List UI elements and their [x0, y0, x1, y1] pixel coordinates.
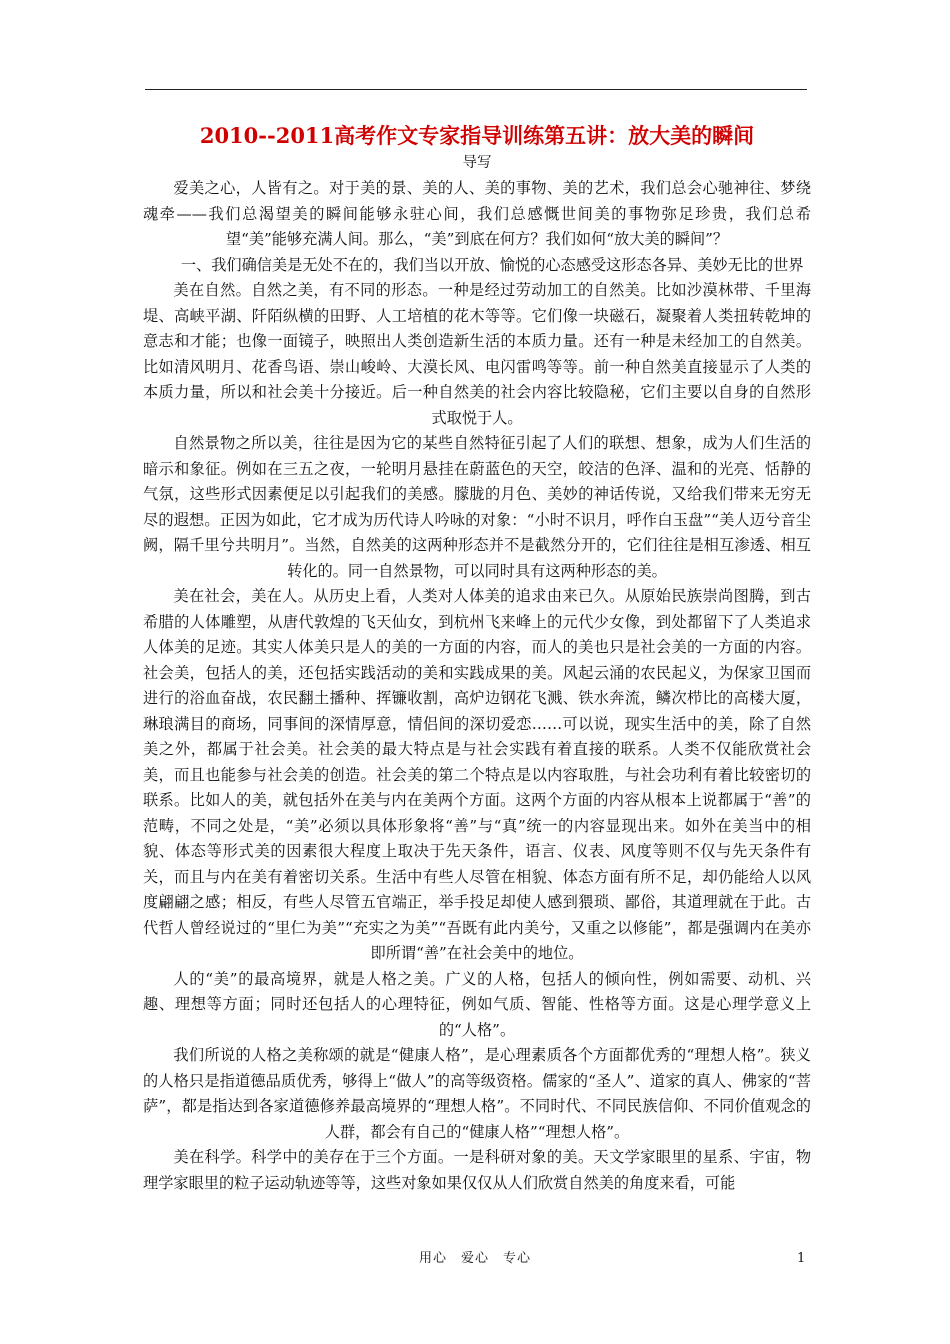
document-body: [143, 122, 811, 1196]
paragraph-nature-scenery: 自然景物之所以美，往往是因为它的某些自然特征引起了人们的联想、想象，成为人们生活的暗示和象征。例如在三五之夜，一轮明月悬挂在蔚蓝色的天空，皎洁的色泽、温和的光亮、恬静的气氛，这些形式因素便足以引起我们的美感。朦胧的月色、美妙的神话传说，又给我们带来无穷无尽的遐想。正因为如此，它才成为历代诗人吟咏的对象：“小时不识月，呼作白玉盘”“美人迈兮音尘阙，隔千里兮共明月”。当然，自然美的这两种形态并不是截然分开的，它们往往是相互渗透、相互转化的。同一自然景物，可以同时具有这两种形态的美。: [143, 434, 811, 580]
header-rule: [145, 89, 807, 90]
paragraph-intro: 爱美之心，人皆有之。对于美的景、美的人、美的事物、美的艺术，我们总会心驰神往、梦绕魂牵——我们总渴望美的瞬间能够永驻心间，我们总感慨世间美的事物弥足珍贵，我们总希望“美”能够充满人间。那么，“美”到底在何方？我们如何“放大美的瞬间”？: [143, 179, 811, 248]
paragraph-nature-beauty: 美在自然。自然之美，有不同的形态。一种是经过劳动加工的自然美。比如沙漠林带、千里海堤、高峡平湖、阡陌纵横的田野、人工培植的花木等等。它们像一块磁石，凝聚着人类扭转乾坤的意志和才能；也像一面镜子，映照出人类创造新生活的本质力量。还有一种是未经加工的自然美。比如清风明月、花香鸟语、崇山峻岭、大漠长风、电闪雷鸣等等。前一种自然美直接显示了人类的本质力量，所以和社会美十分接近。后一种自然美的社会内容比较隐秘，它们主要以自身的自然形式取悦于人。: [143, 281, 811, 427]
section-heading-1: 一、我们确信美是无处不在的，我们当以开放、愉悦的心态感受这形态各异、美妙无比的世界: [180, 255, 804, 274]
paragraph-science-beauty: 美在科学。科学中的美存在于三个方面。一是科研对象的美。天文学家眼里的星系、宇宙，物理学家眼里的粒子运动轨迹等等，这些对象如果仅仅从人们欣赏自然美的角度来看，可能: [143, 1148, 811, 1192]
paragraph-social-beauty: 美在社会，美在人。从历史上看，人类对人体美的追求由来已久。从原始民族崇尚图腾，到古希腊的人体雕塑，从唐代敦煌的飞天仙女，到杭州飞来峰上的元代少女像，到处都留下了人类追求人体美的足迹。其实人体美只是人的美的一方面的内容，而人的美也只是社会美的一方面的内容。社会美，包括人的美，还包括实践活动的美和实践成果的美。风起云涌的农民起义，为保家卫国而进行的浴血奋战，农民翻土播种、挥镰收割，高炉边钢花飞溅、铁水奔流，鳞次栉比的高楼大厦，琳琅满目的商场，同事间的深情厚意，情侣间的深切爱恋……可以说，现实生活中的美，除了自然美之外，都属于社会美。社会美的最大特点是与社会实践有着直接的联系。人类不仅能欣赏社会美，而且也能参与社会美的创造。社会美的第二个特点是以内容取胜，与社会功利有着比较密切的联系。比如人的美，就包括外在美与内在美两个方面。这两个方面的内容从根本上说都属于“善”的范畴，不同之处是，“美”必须以具体形象将“善”与“真”统一的内容显现出来。如外在美当中的相貌、体态等形式美的因素很大程度上取决于先天条件，语言、仪表、风度等则不仅与先天条件有关，而且与内在美有着密切关系。生活中有些人尽管在相貌、体态方面有所不足，却仍能给人以风度翩翩之感；相反，有些人尽管五官端正，举手投足却使人感到猥琐、鄙俗，其道理就在于此。古代哲人曾经说过的“里仁为美”“充实之为美”“吾既有此内美兮，又重之以修能”，都是强调内在美亦即所谓“善”在社会美中的地位。: [143, 587, 811, 962]
footer-motto: 用心 爱心 专心: [418, 1251, 531, 1266]
paragraph-personality: 人的“美”的最高境界，就是人格之美。广义的人格，包括人的倾向性，例如需要、动机、兴趣、理想等方面；同时还包括人的心理特征，例如气质、智能、性格等方面。这是心理学意义上的“人格”。: [143, 969, 811, 1039]
paragraph-ideal-personality: 我们所说的人格之美称颂的就是“健康人格”，是心理素质各个方面都优秀的“理想人格”。狭义的人格只是指道德品质优秀，够得上“做人”的高等级资格。儒家的“圣人”、道家的真人、佛家的“菩萨”，都是指达到各家道德修养最高境界的“理想人格”。不同时代、不同民族信仰、不同价值观念的人群，都会有自己的“健康人格”“理想人格”。: [143, 1046, 811, 1141]
document-subtitle: 导写: [462, 155, 492, 171]
document-title: 2010--2011高考作文专家指导训练第五讲：放大美的瞬间: [199, 123, 755, 148]
page-number: 1: [797, 1251, 806, 1266]
